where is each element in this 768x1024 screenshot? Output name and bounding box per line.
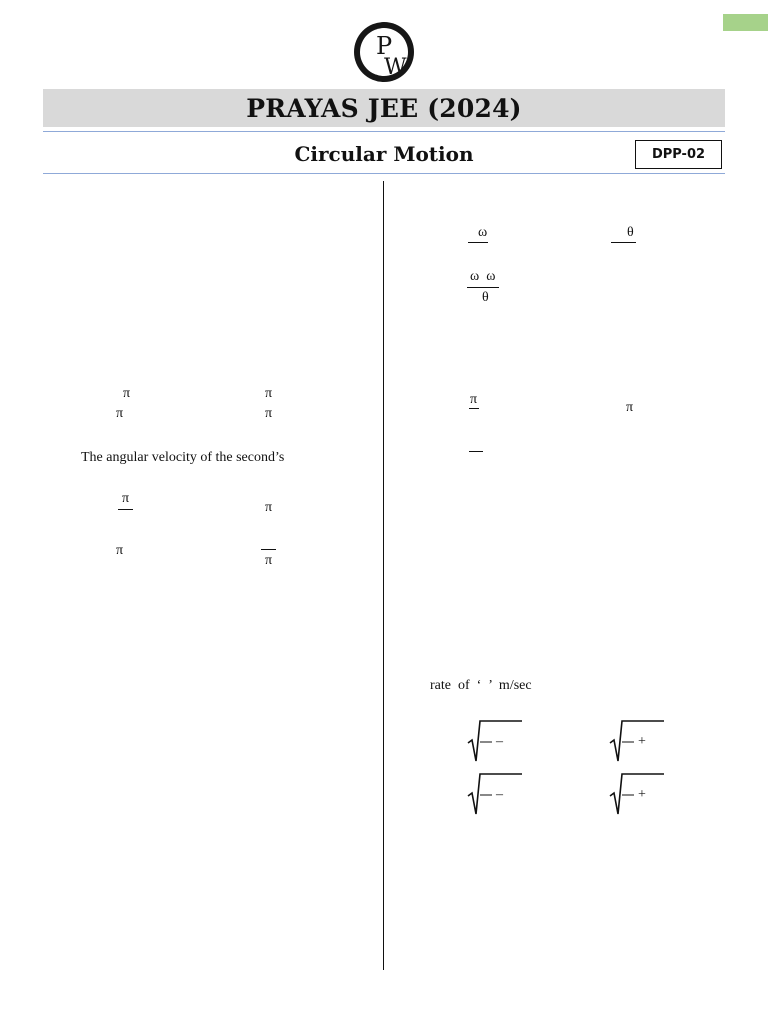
answer-d-fraction-bar bbox=[261, 549, 276, 550]
omega-fraction-bar bbox=[468, 242, 488, 243]
subject-title: Circular Motion bbox=[294, 142, 474, 166]
radical-option-1 bbox=[466, 719, 524, 765]
pw-logo-icon bbox=[353, 19, 415, 85]
omega-omega-numerator: ω ω bbox=[470, 269, 496, 284]
sheet-code-badge: DPP-02 bbox=[635, 140, 722, 169]
subject-row bbox=[43, 138, 725, 170]
radical-option-4 bbox=[608, 772, 666, 818]
square-root-icon bbox=[608, 772, 666, 818]
option-pi-b1: π bbox=[265, 386, 273, 401]
subject-rule bbox=[43, 173, 725, 174]
radical-2-sign: + bbox=[638, 734, 646, 749]
theta-denominator: θ bbox=[482, 290, 489, 305]
theta-numerator: θ bbox=[627, 225, 634, 240]
answer-a-numerator: π bbox=[122, 491, 130, 506]
radical-1-sign: – bbox=[496, 734, 503, 749]
title-banner bbox=[43, 89, 725, 127]
pi-value: π bbox=[626, 400, 634, 415]
question-text: The angular velocity of the second’s bbox=[81, 450, 285, 465]
svg-text:P: P bbox=[376, 32, 393, 60]
pi-fraction-bar bbox=[469, 408, 479, 409]
blank-fraction-bar bbox=[469, 451, 483, 452]
option-pi-a1: π bbox=[123, 386, 131, 401]
square-root-icon bbox=[466, 719, 524, 765]
title-rule bbox=[43, 131, 725, 132]
option-pi-b2: π bbox=[265, 406, 273, 421]
radical-4-sign: + bbox=[638, 787, 646, 802]
answer-c-value: π bbox=[116, 543, 124, 558]
radical-3-sign: – bbox=[496, 787, 503, 802]
option-pi-a2: π bbox=[116, 406, 124, 421]
page-marker-tab bbox=[723, 14, 768, 31]
radical-option-2 bbox=[608, 719, 666, 765]
answer-d-denominator: π bbox=[265, 553, 273, 568]
radical-option-3 bbox=[466, 772, 524, 818]
omega-omega-fraction-bar bbox=[467, 287, 499, 288]
rate-text: rate of ‘ ’ m/sec bbox=[430, 678, 532, 693]
answer-b-value: π bbox=[265, 500, 273, 515]
omega-numerator: ω bbox=[478, 225, 488, 240]
column-divider bbox=[383, 181, 384, 970]
theta-fraction-bar bbox=[611, 242, 636, 243]
answer-a-fraction-bar bbox=[118, 509, 133, 510]
svg-text:W: W bbox=[384, 55, 407, 80]
page-title: PRAYAS JEE (2024) bbox=[246, 93, 522, 123]
square-root-icon bbox=[608, 719, 666, 765]
pi-fraction-numerator: π bbox=[470, 392, 478, 407]
square-root-icon bbox=[466, 772, 524, 818]
